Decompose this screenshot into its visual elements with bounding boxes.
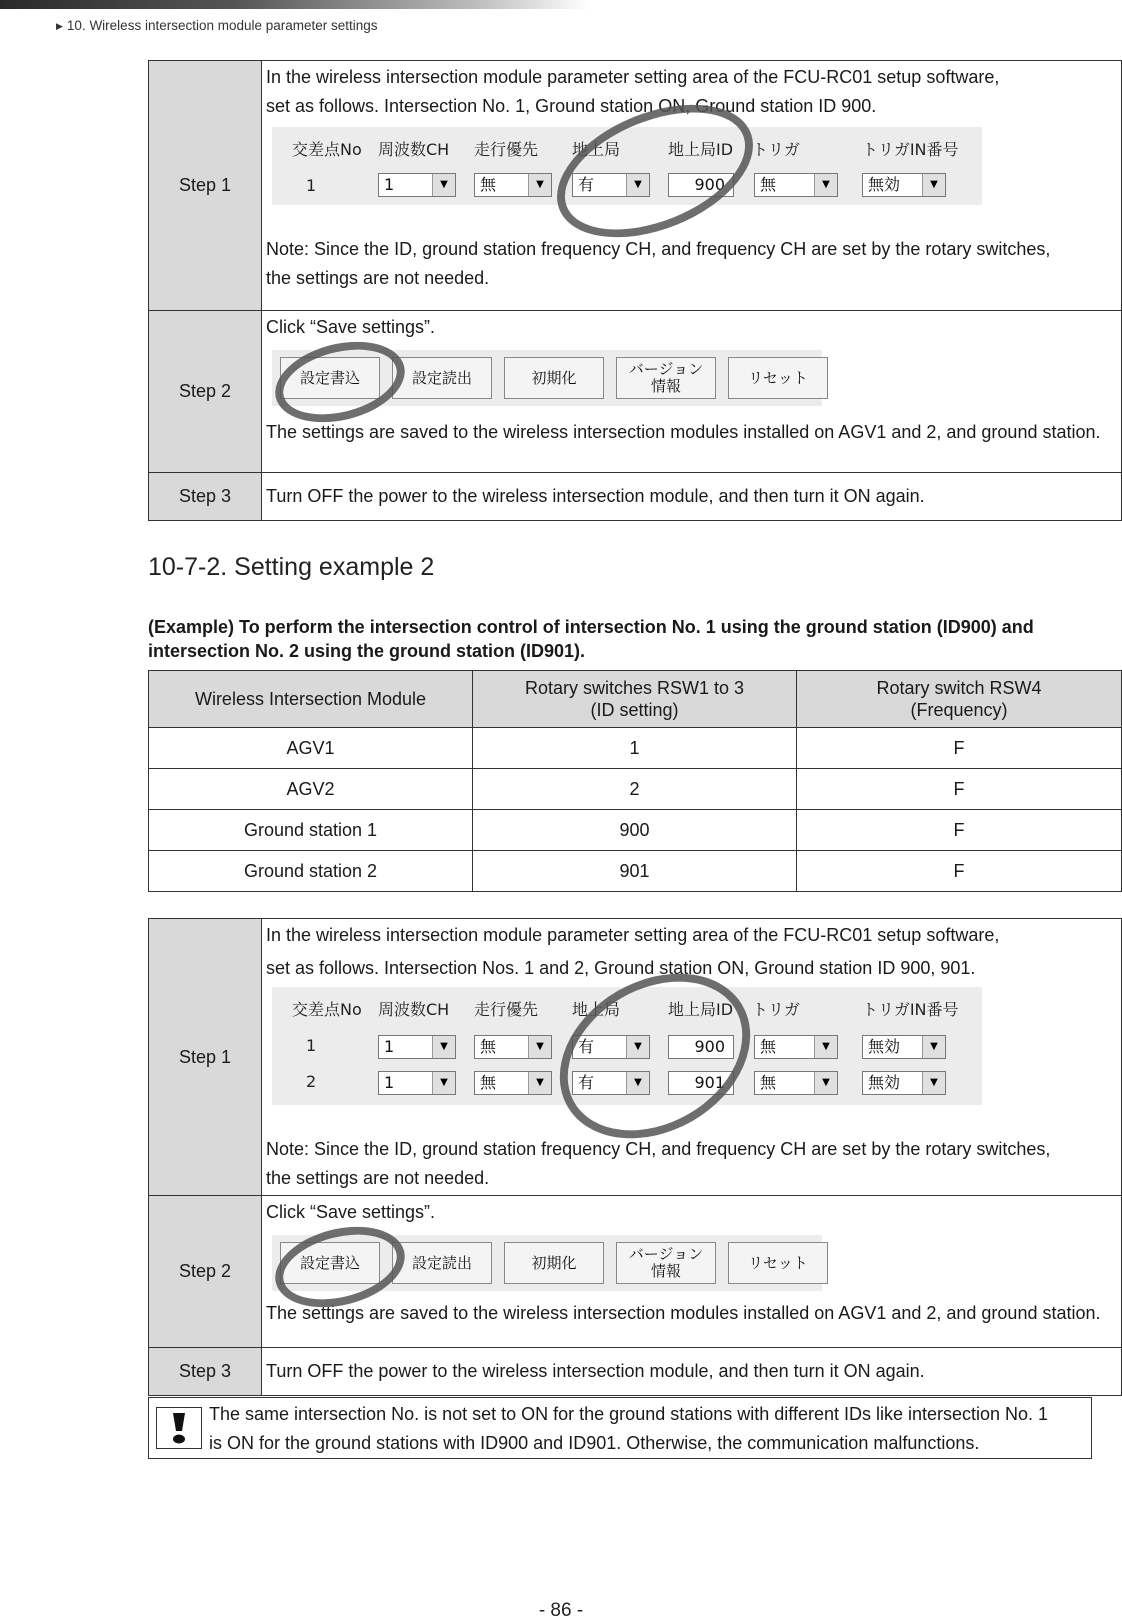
step-text: Turn OFF the power to the wireless intersection module, and then turn it ON again. [262,1348,1122,1396]
table-cell: Ground station 1 [149,810,473,851]
table-cell: 1 [473,728,797,769]
ground-station-select[interactable]: 有 ▼ [572,1035,650,1059]
read-settings-button[interactable]: 設定読出 [392,357,492,399]
save-settings-button[interactable]: 設定書込 [280,357,380,399]
col-header-trigger-in-no: トリガIN番号 [862,140,959,159]
step-label: Step 3 [149,1348,262,1396]
step-label: Step 1 [149,919,262,1196]
chevron-down-icon: ▼ [814,174,837,196]
step-note: Note: Since the ID, ground station frequency CH, and frequency CH are set by the rotary switches, [266,239,1051,259]
step-body [262,1196,1122,1348]
exclamation-icon [171,1412,187,1444]
trigger-in-no-select[interactable]: 無効 ▼ [862,1035,946,1059]
step-note: the settings are not needed. [266,1168,490,1188]
step-label: Step 1 [149,61,262,311]
read-settings-button[interactable]: 設定読出 [392,1242,492,1284]
trigger-select[interactable]: 無 ▼ [754,1035,838,1059]
steps-table-example-2 [148,918,1122,1396]
step-body [262,61,1122,311]
example-description: (Example) To perform the intersection control of intersection No. 1 using the ground station (ID900) and intersection No. 2 using the ground station (ID901). [148,617,1034,661]
rotary-switch-table [148,670,1122,892]
priority-select[interactable]: 無 ▼ [474,1035,552,1059]
ground-station-id-input[interactable]: 900 [668,1035,734,1059]
initialize-button[interactable]: 初期化 [504,1242,604,1284]
parameter-settings-panel [272,987,982,1105]
ground-station-select[interactable]: 有 ▼ [572,1071,650,1095]
table-cell: F [797,769,1122,810]
chevron-down-icon: ▼ [528,1072,551,1094]
step-text: In the wireless intersection module parameter setting area of the FCU-RC01 setup software, [266,925,1000,945]
table-cell: 900 [473,810,797,851]
reset-button[interactable]: リセット [728,357,828,399]
reset-button[interactable]: リセット [728,1242,828,1284]
chevron-down-icon: ▼ [528,174,551,196]
chevron-down-icon: ▼ [432,1036,455,1058]
table-cell: F [797,728,1122,769]
table-cell: AGV1 [149,728,473,769]
chevron-down-icon: ▼ [814,1036,837,1058]
chevron-down-icon: ▼ [626,1036,649,1058]
steps-table-example-1 [148,60,1122,521]
chevron-down-icon: ▼ [432,174,455,196]
caution-text: The same intersection No. is not set to ON for the ground stations with different IDs like intersection No. 1 is ON for the ground stations with ID900 and ID901. Otherwise, the communication malfunctions. [209,1404,1049,1453]
step-result: The settings are saved to the wireless intersection modules installed on AGV1 and 2, and ground station. [266,422,1101,442]
table-cell: F [797,851,1122,892]
priority-select[interactable]: 無 ▼ [474,173,552,197]
table-header: Rotary switches RSW1 to 3 (ID setting) [473,671,797,728]
col-header-priority: 走行優先 [474,140,539,159]
col-header-freq-ch: 周波数CH [378,1000,450,1019]
settings-button-bar [272,1235,822,1291]
col-header-ground-station-id: 地上局ID [668,1000,734,1019]
page-number: - 86 - [538,1600,584,1621]
table-header: Rotary switch RSW4 (Frequency) [797,671,1122,728]
step-text: Click “Save settings”. [266,1202,436,1222]
row-intersection-no: 1 [306,1036,317,1055]
chevron-down-icon: ▼ [922,174,945,196]
chevron-down-icon: ▼ [814,1072,837,1094]
col-header-intersection-no: 交差点No [292,1000,362,1019]
step-result: The settings are saved to the wireless intersection modules installed on AGV1 and 2, and ground station. [266,1303,1101,1323]
ground-station-select[interactable]: 有 ▼ [572,173,650,197]
step-text: Click “Save settings”. [266,317,436,337]
step-body [262,311,1122,473]
step-label: Step 2 [149,1196,262,1348]
col-header-freq-ch: 周波数CH [378,140,450,159]
settings-button-bar [272,350,822,406]
chevron-down-icon: ▼ [528,1036,551,1058]
caution-icon [156,1407,202,1449]
table-row [149,851,1122,892]
caution-note [148,1397,1092,1459]
chevron-down-icon: ▼ [626,1072,649,1094]
version-info-button[interactable]: バージョン 情報 [616,357,716,399]
chevron-down-icon: ▼ [626,174,649,196]
table-cell: 901 [473,851,797,892]
freq-ch-select[interactable]: 1 ▼ [378,1071,456,1095]
freq-ch-select[interactable]: 1 ▼ [378,1035,456,1059]
trigger-in-no-select[interactable]: 無効 ▼ [862,173,946,197]
chevron-down-icon: ▼ [922,1036,945,1058]
table-cell: 2 [473,769,797,810]
col-header-trigger: トリガ [752,1000,800,1019]
step-text: set as follows. Intersection Nos. 1 and 2, Ground station ON, Ground station ID 900, 901. [266,958,976,978]
breadcrumb [56,18,378,33]
parameter-settings-panel [272,127,982,205]
save-settings-button[interactable]: 設定書込 [280,1242,380,1284]
ground-station-id-input[interactable]: 901 [668,1071,734,1095]
col-header-ground-station-id: 地上局ID [668,140,734,159]
row-intersection-no: 1 [306,176,317,195]
step-label: Step 2 [149,311,262,473]
col-header-intersection-no: 交差点No [292,140,362,159]
step-note: the settings are not needed. [266,268,490,288]
col-header-ground-station: 地上局 [572,1000,621,1019]
trigger-in-no-select[interactable]: 無効 ▼ [862,1071,946,1095]
row-intersection-no: 2 [306,1072,317,1091]
ground-station-id-input[interactable]: 900 [668,173,734,197]
chevron-down-icon: ▼ [432,1072,455,1094]
step-body [262,919,1122,1196]
step-text: In the wireless intersection module parameter setting area of the FCU-RC01 setup software, [266,67,1000,87]
table-row [149,810,1122,851]
table-cell: AGV2 [149,769,473,810]
table-row [149,769,1122,810]
col-header-trigger: トリガ [752,140,800,159]
step-text: Turn OFF the power to the wireless intersection module, and then turn it ON again. [262,473,1122,521]
trigger-select[interactable]: 無 ▼ [754,1071,838,1095]
table-cell: F [797,810,1122,851]
breadcrumb-text: 10. Wireless intersection module parameter settings [66,18,378,33]
priority-select[interactable]: 無 ▼ [474,1071,552,1095]
step-text: set as follows. Intersection No. 1, Ground station ON, Ground station ID 900. [266,96,877,116]
table-cell: Ground station 2 [149,851,473,892]
chevron-down-icon: ▼ [922,1072,945,1094]
chevron-right-icon: ▶ [56,21,63,31]
trigger-select[interactable]: 無 ▼ [754,173,838,197]
table-row [149,728,1122,769]
section-title: 10-7-2. Setting example 2 [148,553,435,581]
col-header-priority: 走行優先 [474,1000,539,1019]
table-header: Wireless Intersection Module [149,671,473,728]
col-header-trigger-in-no: トリガIN番号 [862,1000,959,1019]
step-note: Note: Since the ID, ground station frequency CH, and frequency CH are set by the rotary switches, [266,1139,1051,1159]
header-gradient-bar [0,0,590,9]
col-header-ground-station: 地上局 [572,140,621,159]
freq-ch-select[interactable]: 1 ▼ [378,173,456,197]
version-info-button[interactable]: バージョン 情報 [616,1242,716,1284]
step-label: Step 3 [149,473,262,521]
initialize-button[interactable]: 初期化 [504,357,604,399]
